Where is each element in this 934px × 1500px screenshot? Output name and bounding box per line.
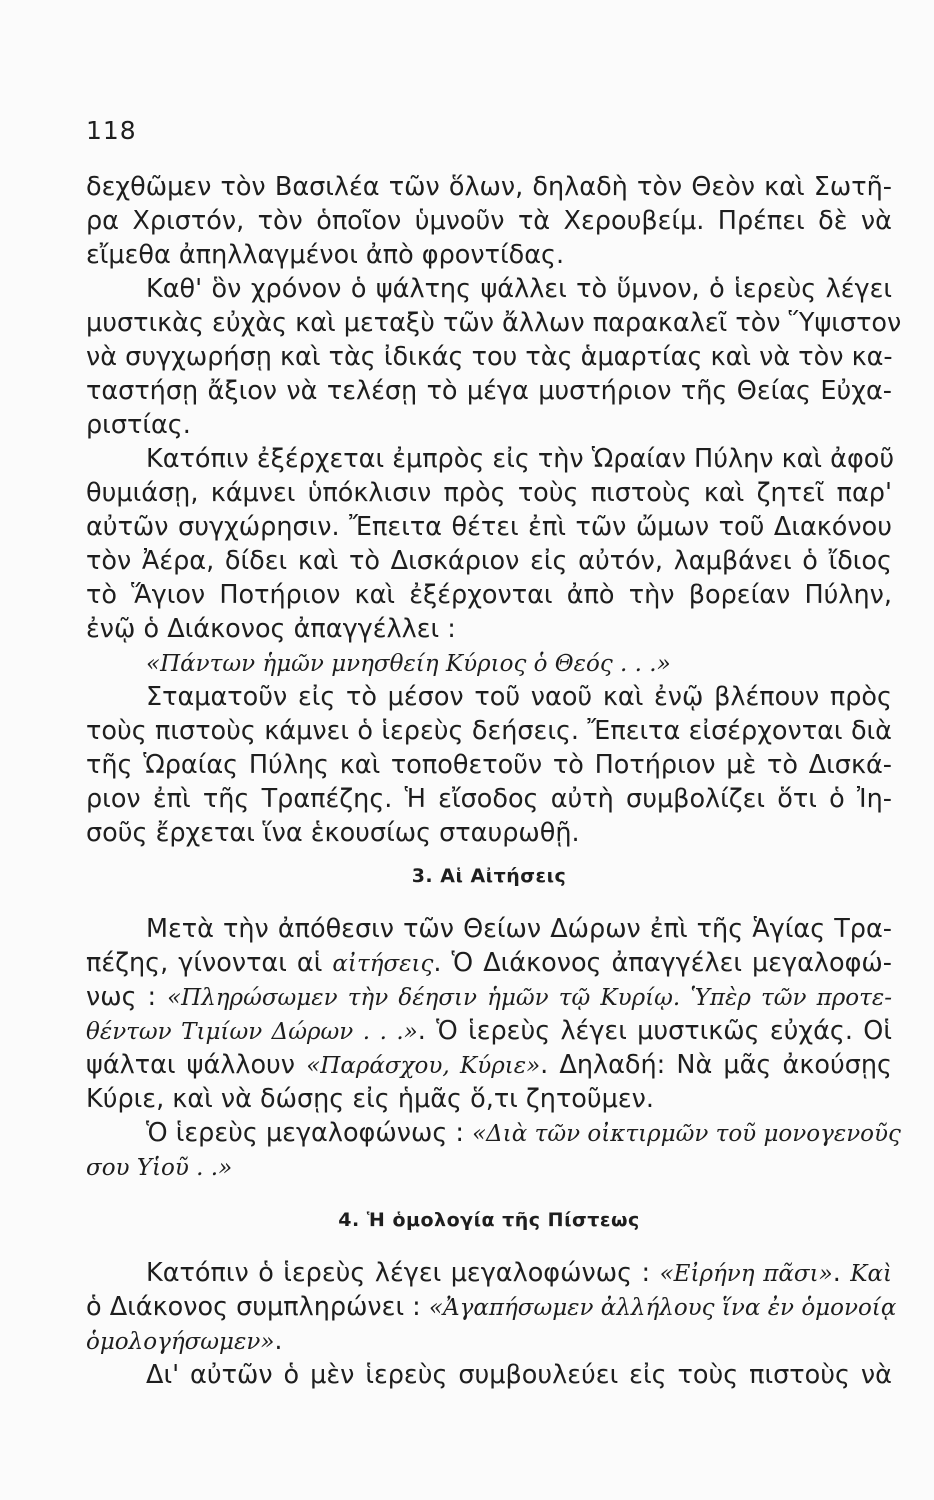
text-line: Δι' αὐτῶν ὁ μὲν ἱερεὺς συμβουλεύει εἰς τοὺς πιστοὺς νὰ xyxy=(146,1360,892,1390)
text-line: ρα Χριστόν, τὸν ὁποῖον ὑμνοῦν τὰ Χερουβείμ. Πρέπει δὲ νὰ xyxy=(86,206,892,236)
text-line: θέντων Τιμίων Δώρων . . .». Ὁ ἱερεὺς λέγει μυστικῶς εὐχάς. Οἱ xyxy=(86,1016,892,1046)
page-number: 118 xyxy=(86,116,137,145)
text-line: Κύριε, καὶ νὰ δώσῃς εἰς ἡμᾶς ὅ,τι ζητοῦμεν. xyxy=(86,1084,655,1114)
quote-line: ὁμολογήσωμεν». xyxy=(86,1326,283,1356)
text-line: ὁ Διάκονος συμπληρώνει : «Ἀγαπήσωμεν ἀλλήλους ἵνα ἐν ὁμονοίᾳ xyxy=(86,1292,897,1322)
section-heading: 4. Ἡ ὁμολογία τῆς Πίστεως xyxy=(338,1209,640,1231)
text-line: Σταματοῦν εἰς τὸ μέσον τοῦ ναοῦ καὶ ἐνῷ βλέπουν πρὸς xyxy=(146,682,892,712)
text-line: εἴμεθα ἀπηλλαγμένοι ἀπὸ φροντίδας. xyxy=(86,240,565,270)
text-line: τὸ Ἅγιον Ποτήριον καὶ ἐξέρχονται ἀπὸ τὴν βορείαν Πύλην, xyxy=(86,580,892,610)
text-line: ψάλται ψάλλουν «Παράσχου, Κύριε». Δηλαδή: Νὰ μᾶς ἀκούσῃς xyxy=(86,1050,893,1080)
text-line: μυστικὰς εὐχὰς καὶ μεταξὺ τῶν ἄλλων παρακαλεῖ τὸν Ὕψιστον xyxy=(86,308,902,338)
text-line: θυμιάσῃ, κάμνει ὑπόκλισιν πρὸς τοὺς πιστοὺς καὶ ζητεῖ παρ' xyxy=(86,478,892,508)
text-line: ριον ἐπὶ τῆς Τραπέζης. Ἡ εἴσοδος αὐτὴ συμβολίζει ὅτι ὁ Ἰη- xyxy=(86,784,892,814)
text-line: Μετὰ τὴν ἀπόθεσιν τῶν Θείων Δώρων ἐπὶ τῆς Ἁγίας Τρα- xyxy=(146,914,892,944)
text-line: ταστήσῃ ἄξιον νὰ τελέσῃ τὸ μέγα μυστήριον τῆς Θείας Εὐχα- xyxy=(86,376,892,406)
text-line: σοῦς ἔρχεται ἵνα ἑκουσίως σταυρωθῇ. xyxy=(86,818,580,848)
text-line: Κατόπιν ὁ ἱερεὺς λέγει μεγαλοφώνως : «Εἰρήνη πᾶσι». Καὶ xyxy=(146,1258,893,1288)
text-line: δεχθῶμεν τὸν Βασιλέα τῶν ὅλων, δηλαδὴ τὸν Θεὸν καὶ Σωτῆ- xyxy=(86,172,892,202)
text-line: Ὁ ἱερεὺς μεγαλοφώνως : «Διὰ τῶν οἰκτιρμῶν τοῦ μονογενοῦς xyxy=(146,1118,901,1148)
text-line: τὸν Ἀέρα, δίδει καὶ τὸ Δισκάριον εἰς αὐτόν, λαμβάνει ὁ ἴδιος xyxy=(86,546,892,576)
text-line: ἐνῷ ὁ Διάκονος ἀπαγγέλλει : xyxy=(86,614,456,644)
text-line: νως : «Πληρώσωμεν τὴν δέησιν ἡμῶν τῷ Κυρίῳ. Ὑπὲρ τῶν προτε- xyxy=(86,982,892,1012)
text-line: τῆς Ὡραίας Πύλης καὶ τοποθετοῦν τὸ Ποτήριον μὲ τὸ Δισκά- xyxy=(86,750,892,780)
text-line: Κατόπιν ἐξέρχεται ἐμπρὸς εἰς τὴν Ὡραίαν Πύλην καὶ ἀφοῦ xyxy=(146,444,895,474)
text-line: νὰ συγχωρήσῃ καὶ τὰς ἰδικάς του τὰς ἁμαρτίας καὶ νὰ τὸν κα- xyxy=(86,342,893,372)
text-line: τοὺς πιστοὺς κάμνει ὁ ἱερεὺς δεήσεις. Ἔπειτα εἰσέρχονται διὰ xyxy=(86,716,892,746)
section-heading: 3. Αἱ Αἰτήσεις xyxy=(411,865,567,887)
text-line: αὐτῶν συγχώρησιν. Ἔπειτα θέτει ἐπὶ τῶν ὤμων τοῦ Διακόνου xyxy=(86,512,892,542)
text-line: ριστίας. xyxy=(86,410,191,440)
quote-line: «Πάντων ἡμῶν μνησθείη Κύριος ὁ Θεός . . .» xyxy=(146,651,671,677)
text-line: πέζης, γίνονται αἱ αἰτήσεις. Ὁ Διάκονος ἀπαγγέλει μεγαλοφώ- xyxy=(86,948,892,978)
quote-line: σου Υἱοῦ . .» xyxy=(86,1155,233,1181)
text-line: Καθ' ὃν χρόνον ὁ ψάλτης ψάλλει τὸ ὕμνον, ὁ ἱερεὺς λέγει xyxy=(146,274,892,304)
